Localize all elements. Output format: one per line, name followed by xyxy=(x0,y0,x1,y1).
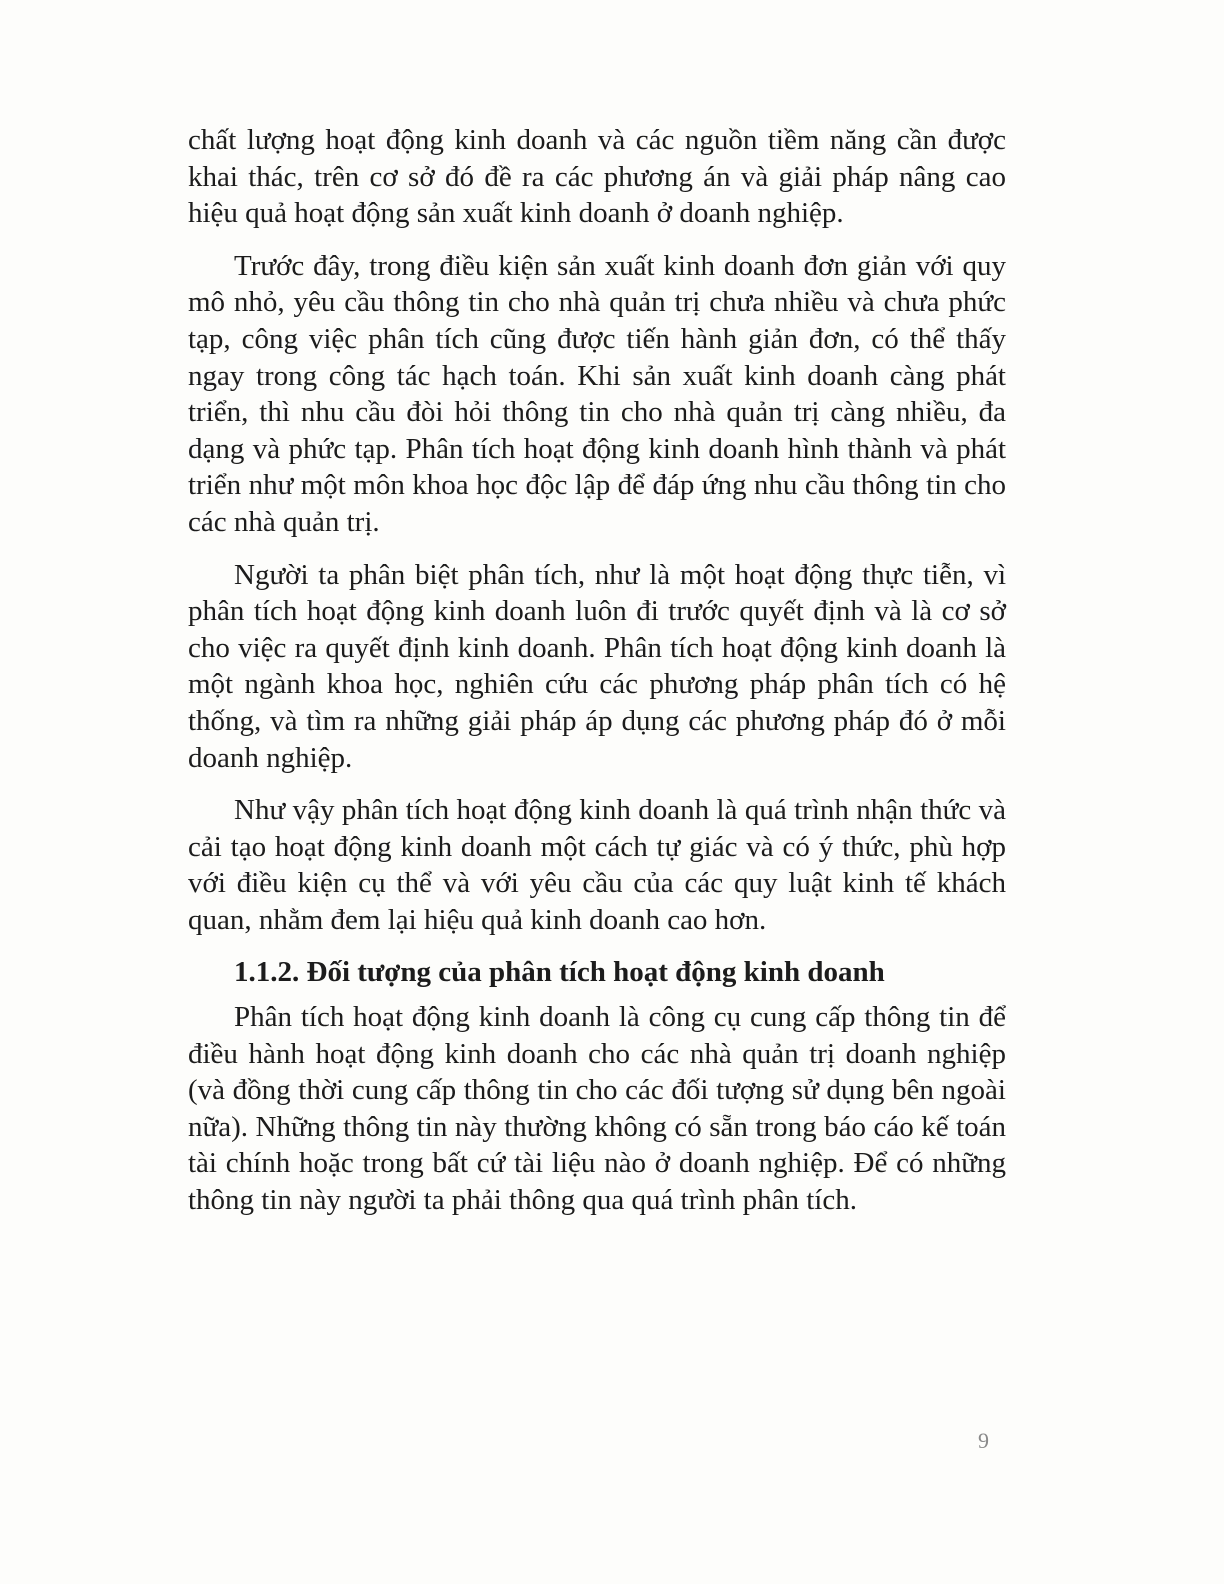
page-body xyxy=(188,122,1006,1235)
paragraph: Phân tích hoạt động kinh doanh là công cụ cung cấp thông tin để điều hành hoạt động kinh doanh cho các nhà quản trị doanh nghiệp (và đồng thời cung cấp thông tin cho các đối tượng sử dụng bên ngoài nữa). Những thông tin này thường không có sẵn trong báo cáo kế toán tài chính hoặc trong bất cứ tài liệu nào ở doanh nghiệp. Để có những thông tin này người ta phải thông qua quá trình phân tích. xyxy=(188,1001,1006,1217)
page-number: 9 xyxy=(978,1428,989,1453)
paragraph: Người ta phân biệt phân tích, như là một hoạt động thực tiễn, vì phân tích hoạt động kinh doanh luôn đi trước quyết định và là cơ sở cho việc ra quyết định kinh doanh. Phân tích hoạt động kinh doanh là một ngành khoa học, nghiên cứu các phương pháp phân tích có hệ thống, và tìm ra những giải pháp áp dụng các phương pháp đó ở mỗi doanh nghiệp. xyxy=(188,558,1006,774)
paragraph: Như vậy phân tích hoạt động kinh doanh là quá trình nhận thức và cải tạo hoạt động kinh doanh một cách tự giác và có ý thức, phù hợp với điều kiện cụ thể và với yêu cầu của các quy luật kinh tế khách quan, nhằm đem lại hiệu quả kinh doanh cao hơn. xyxy=(188,794,1006,936)
paragraph: Trước đây, trong điều kiện sản xuất kinh doanh đơn giản với quy mô nhỏ, yêu cầu thông tin cho nhà quản trị chưa nhiều và chưa phức tạp, công việc phân tích cũng được tiến hành giản đơn, có thể thấy ngay trong công tác hạch toán. Khi sản xuất kinh doanh càng phát triển, thì nhu cầu đòi hỏi thông tin cho nhà quản trị càng nhiều, đa dạng và phức tạp. Phân tích hoạt động kinh doanh hình thành và phát triển như một môn khoa học độc lập để đáp ứng nhu cầu thông tin cho các nhà quản trị. xyxy=(188,249,1006,538)
paragraph-continuation: chất lượng hoạt động kinh doanh và các nguồn tiềm năng cần được khai thác, trên cơ sở đó đề ra các phương án và giải pháp nâng cao hiệu quả hoạt động sản xuất kinh doanh ở doanh nghiệp. xyxy=(188,124,1006,230)
section-heading: 1.1.2. Đối tượng của phân tích hoạt động kinh doanh xyxy=(234,956,885,989)
